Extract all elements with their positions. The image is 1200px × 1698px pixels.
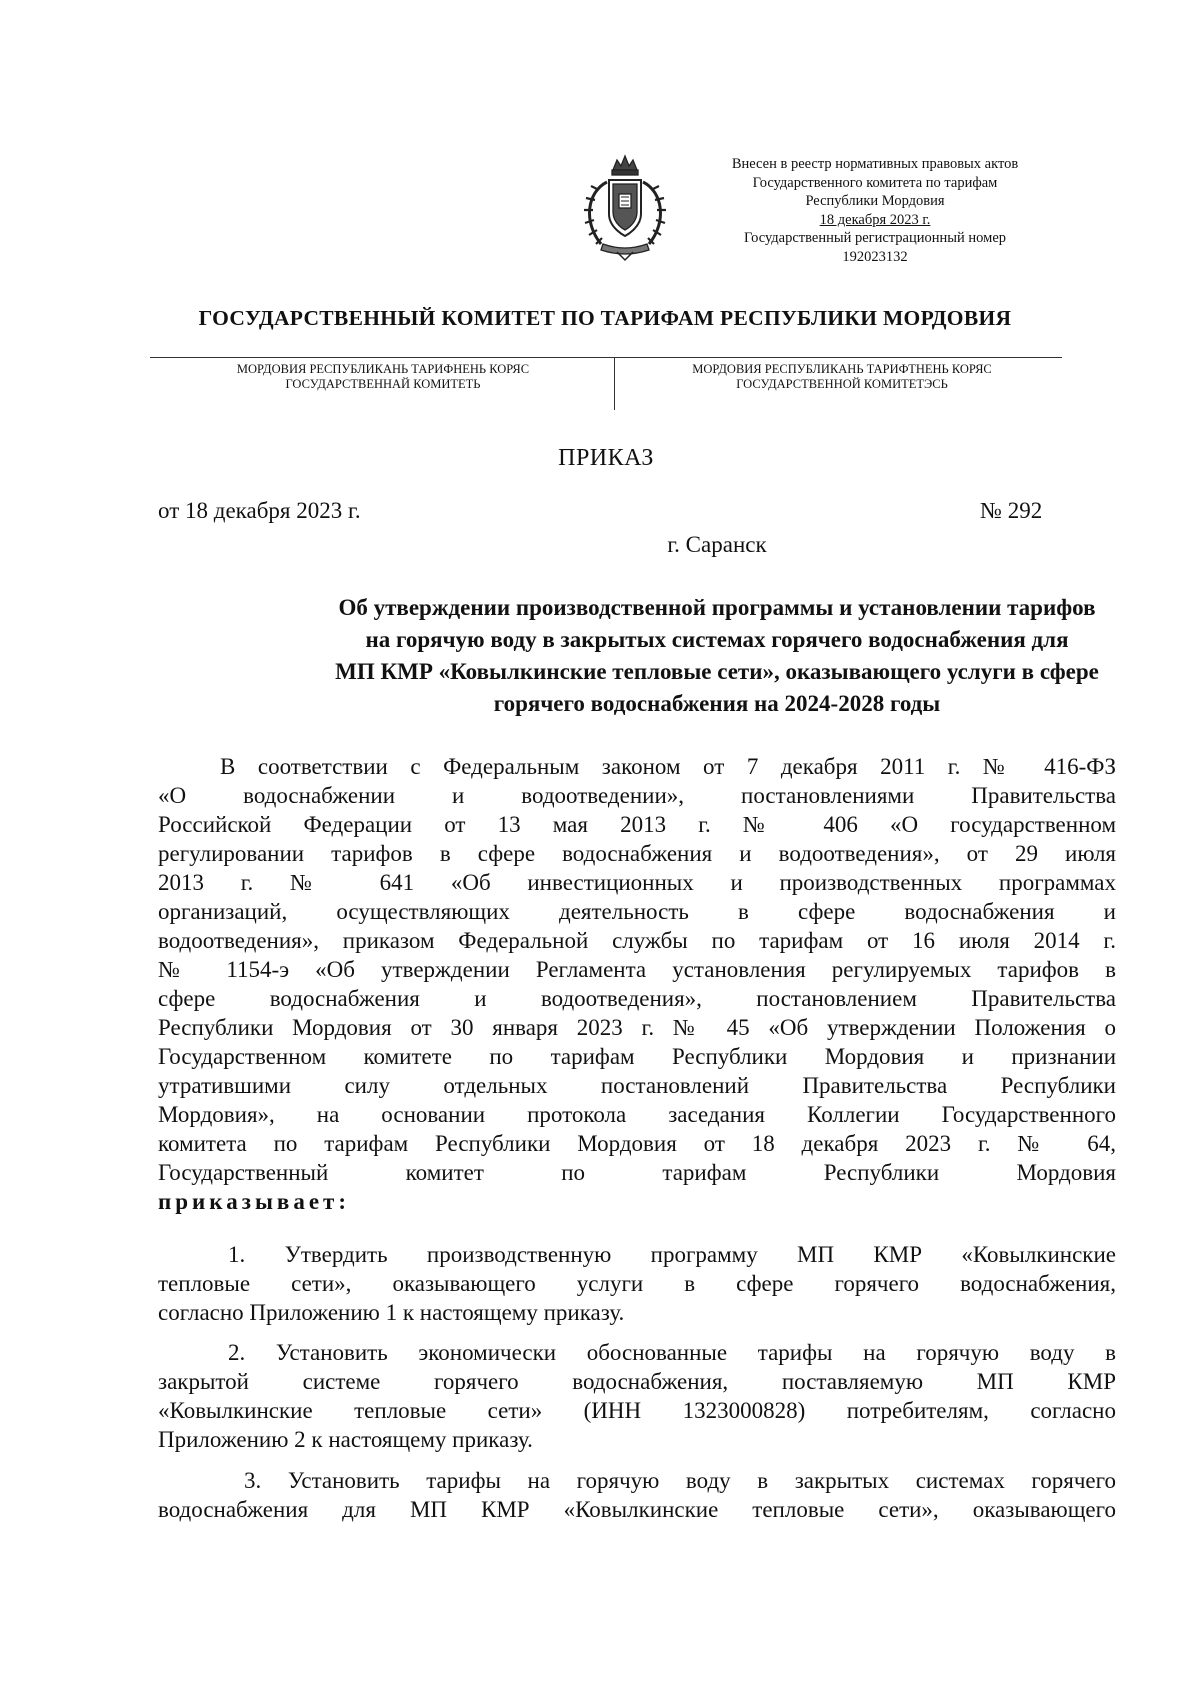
organization-name-erzya bbox=[632, 362, 1052, 392]
organization-name-moksha bbox=[178, 362, 588, 392]
heading-line: горячего водоснабжения на 2024-2028 годы bbox=[493, 691, 941, 716]
order-word: приказывает: bbox=[158, 1189, 350, 1214]
order-item-line: «Ковылкинские тепловые сети» (ИНН 1323000828) потребителям, согласно bbox=[158, 1398, 1116, 1423]
heading-line: МП КМР «Ковылкинские тепловые сети», оказывающего услуги в сфере bbox=[335, 659, 1099, 684]
order-item-line: 1. Утвердить производственную программу МП КМР «Ковылкинские bbox=[228, 1242, 1116, 1267]
coat-of-arms-emblem bbox=[577, 152, 673, 262]
header-divider bbox=[150, 357, 1062, 358]
preamble-line: «О водоснабжении и водоотведении», постановлениями Правительства bbox=[158, 783, 1116, 808]
order-item-line: 3. Установить тарифы на горячую воду в закрытых системах горячего bbox=[244, 1468, 1116, 1493]
preamble-line: утратившими силу отдельных постановлений Правительства Республики bbox=[158, 1073, 1116, 1098]
organization-name-moksha-line-2: ГОСУДАРСТВЕННАЙ КОМИТЕТЬ bbox=[285, 377, 481, 391]
registry-stamp bbox=[690, 155, 1060, 266]
preamble-line: № 1154-э «Об утверждении Регламента установления регулируемых тарифов в bbox=[158, 957, 1116, 982]
preamble-line: комитета по тарифам Республики Мордовия от 18 декабря 2023 г. № 64, bbox=[158, 1131, 1116, 1156]
document-heading bbox=[150, 592, 1200, 720]
preamble-line: Республики Мордовия от 30 января 2023 г. № 45 «Об утверждении Положения о bbox=[158, 1015, 1116, 1040]
document-number: № 292 bbox=[980, 498, 1043, 523]
registry-line-1: Внесен в реестр нормативных правовых актов bbox=[731, 156, 1019, 172]
order-item-1 bbox=[158, 1240, 1116, 1327]
document-type: ПРИКАЗ bbox=[558, 445, 654, 471]
heading-line: Об утверждении производственной программы и установлении тарифов bbox=[338, 595, 1096, 620]
header-column-divider bbox=[614, 358, 615, 410]
preamble-line: регулировании тарифов в сфере водоснабжения и водоотведения», от 29 июля bbox=[158, 841, 1116, 866]
order-item-line: 2. Установить экономически обоснованные тарифы на горячую воду в bbox=[228, 1340, 1116, 1365]
preamble-line: В соответствии с Федеральным законом от 7 декабря 2011 г. № 416-ФЗ bbox=[220, 754, 1116, 779]
order-item-line: водоснабжения для МП КМР «Ковылкинские тепловые сети», оказывающего bbox=[158, 1497, 1116, 1522]
preamble-line: Российской Федерации от 13 мая 2013 г. № 406 «О государственном bbox=[158, 812, 1116, 837]
registry-line-3: Республики Мордовия bbox=[805, 193, 945, 209]
document-city: г. Саранск bbox=[667, 532, 767, 557]
preamble-line: 2013 г. № 641 «Об инвестиционных и производственных программах bbox=[158, 870, 1116, 895]
order-item-3 bbox=[158, 1466, 1116, 1524]
organization-name-erzya-line-1: МОРДОВИЯ РЕСПУБЛИКАНЬ ТАРИФТНЕНЬ КОРЯС bbox=[692, 362, 992, 376]
organization-name-erzya-line-2: ГОСУДАРСТВЕННОЙ КОМИТЕТЭСЬ bbox=[736, 377, 948, 391]
order-item-line: тепловые сети», оказывающего услуги в сфере горячего водоснабжения, bbox=[158, 1271, 1116, 1296]
preamble-line: Государственный комитет по тарифам Республики Мордовия bbox=[158, 1160, 1116, 1185]
order-item-2 bbox=[158, 1338, 1116, 1454]
document-date: от 18 декабря 2023 г. bbox=[158, 498, 361, 523]
registry-line-5: Государственный регистрационный номер bbox=[743, 230, 1007, 246]
preamble-line: водоотведения», приказом Федеральной службы по тарифам от 16 июля 2014 г. bbox=[158, 928, 1116, 953]
organization-title: ГОСУДАРСТВЕННЫЙ КОМИТЕТ ПО ТАРИФАМ РЕСПУБЛИКИ МОРДОВИЯ bbox=[198, 306, 1012, 330]
preamble-paragraph bbox=[158, 752, 1116, 1216]
heading-line: на горячую воду в закрытых системах горячего водоснабжения для bbox=[365, 627, 1069, 652]
registry-number: 192023132 bbox=[842, 248, 908, 265]
preamble-line: Мордовия», на основании протокола заседания Коллегии Государственного bbox=[158, 1102, 1116, 1127]
order-item-line: закрытой системе горячего водоснабжения, поставляемую МП КМР bbox=[158, 1369, 1116, 1394]
preamble-line: Государственном комитете по тарифам Республики Мордовия и признании bbox=[158, 1044, 1116, 1069]
order-item-line: Приложению 2 к настоящему приказу. bbox=[158, 1427, 533, 1452]
preamble-line: организаций, осуществляющих деятельность в сфере водоснабжения и bbox=[158, 899, 1116, 924]
order-item-line: согласно Приложению 1 к настоящему приказу. bbox=[158, 1300, 625, 1325]
preamble-line: сфере водоснабжения и водоотведения», постановлением Правительства bbox=[158, 986, 1116, 1011]
registry-date: 18 декабря 2023 г. bbox=[819, 211, 931, 228]
registry-line-2: Государственного комитета по тарифам bbox=[752, 174, 998, 191]
organization-name-moksha-line-1: МОРДОВИЯ РЕСПУБЛИКАНЬ ТАРИФНЕНЬ КОРЯС bbox=[236, 362, 530, 376]
